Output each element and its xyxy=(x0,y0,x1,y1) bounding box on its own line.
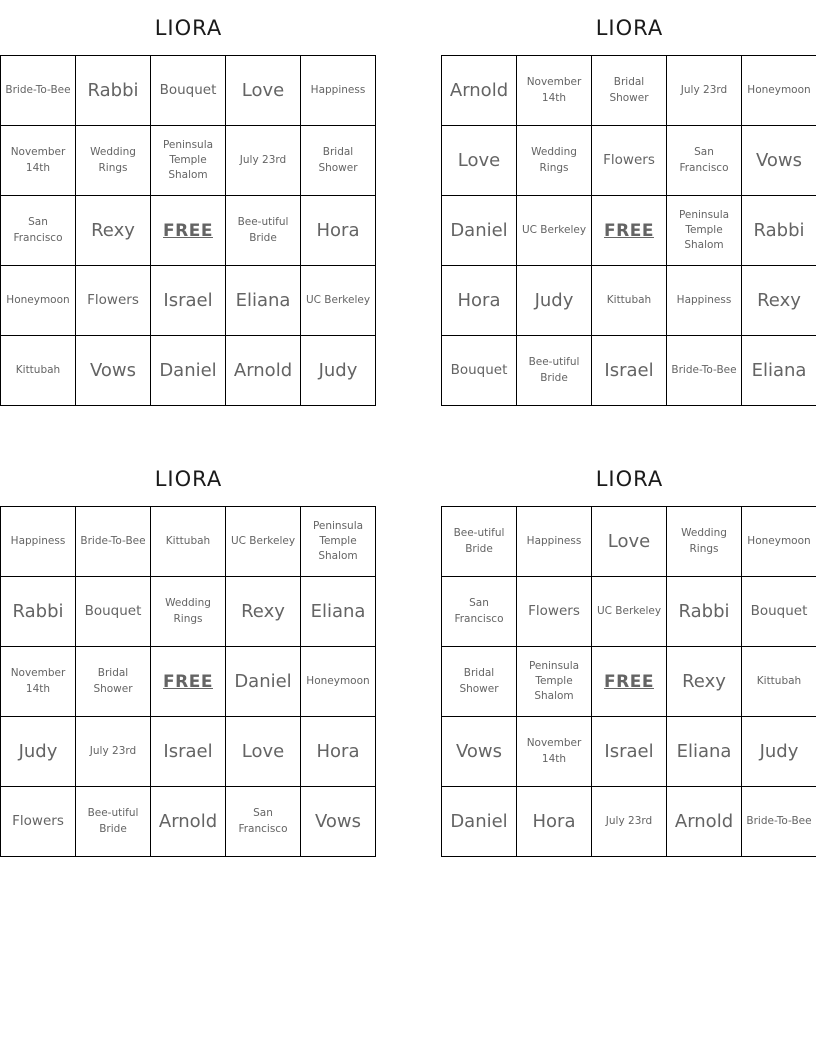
bingo-cell: UC Berkeley xyxy=(301,266,376,336)
bingo-cell: Arnold xyxy=(151,787,226,857)
bingo-cell: July 23rd xyxy=(76,717,151,787)
bingo-cell: San Francisco xyxy=(226,787,301,857)
bingo-cell: Bridal Shower xyxy=(301,126,376,196)
bingo-cell: Arnold xyxy=(442,56,517,126)
bingo-cell: Bride-To-Bee xyxy=(1,56,76,126)
bingo-cell: Daniel xyxy=(442,787,517,857)
bingo-cell: Hora xyxy=(517,787,592,857)
bingo-card xyxy=(441,15,816,406)
bingo-cell: Bridal Shower xyxy=(592,56,667,126)
bingo-cell: Love xyxy=(592,507,667,577)
bingo-grid xyxy=(0,55,376,406)
bingo-cell: San Francisco xyxy=(442,577,517,647)
bingo-cell: UC Berkeley xyxy=(226,507,301,577)
bingo-cell: Vows xyxy=(442,717,517,787)
free-cell: FREE xyxy=(592,647,667,717)
bingo-cell: Bridal Shower xyxy=(442,647,517,717)
bingo-cell: Bee-utiful Bride xyxy=(76,787,151,857)
bingo-cell: Judy xyxy=(517,266,592,336)
bingo-cell: Flowers xyxy=(1,787,76,857)
bingo-card xyxy=(0,466,377,857)
bingo-cell: Bee-utiful Bride xyxy=(442,507,517,577)
bingo-cell: Rexy xyxy=(742,266,816,336)
bingo-cell: UC Berkeley xyxy=(592,577,667,647)
bingo-cell: Happiness xyxy=(301,56,376,126)
bingo-cell: Daniel xyxy=(151,336,226,406)
bingo-cell: Bride-To-Bee xyxy=(76,507,151,577)
bingo-cell: Happiness xyxy=(667,266,742,336)
bingo-cell: Honeymoon xyxy=(742,56,816,126)
bingo-cell: Honeymoon xyxy=(1,266,76,336)
bingo-cell: Rexy xyxy=(667,647,742,717)
bingo-cell: Bouquet xyxy=(742,577,816,647)
bingo-cell: Wedding Rings xyxy=(517,126,592,196)
bingo-cell: November 14th xyxy=(1,126,76,196)
bingo-cell: Happiness xyxy=(517,507,592,577)
bingo-cell: Flowers xyxy=(592,126,667,196)
bingo-cell: Daniel xyxy=(226,647,301,717)
bingo-cell: Arnold xyxy=(226,336,301,406)
bingo-cell: Peninsula Temple Shalom xyxy=(667,196,742,266)
bingo-cell: Vows xyxy=(301,787,376,857)
bingo-cell: Wedding Rings xyxy=(76,126,151,196)
bingo-cell: Bouquet xyxy=(442,336,517,406)
bingo-cell: Vows xyxy=(76,336,151,406)
bingo-cell: Judy xyxy=(742,717,816,787)
card-title: LIORA xyxy=(154,16,223,40)
bingo-cell: Love xyxy=(226,56,301,126)
free-cell: FREE xyxy=(151,647,226,717)
bingo-cell: Eliana xyxy=(301,577,376,647)
bingo-cell: Peninsula Temple Shalom xyxy=(301,507,376,577)
bingo-cell: Peninsula Temple Shalom xyxy=(151,126,226,196)
bingo-cell: Eliana xyxy=(742,336,816,406)
bingo-cell: UC Berkeley xyxy=(517,196,592,266)
bingo-cell: Bee-utiful Bride xyxy=(226,196,301,266)
bingo-cell: Flowers xyxy=(517,577,592,647)
bingo-cell: Rabbi xyxy=(742,196,816,266)
bingo-cell: Happiness xyxy=(1,507,76,577)
bingo-cell: Rexy xyxy=(226,577,301,647)
card-title: LIORA xyxy=(595,16,664,40)
bingo-cell: Love xyxy=(226,717,301,787)
bingo-cell: Kittubah xyxy=(151,507,226,577)
bingo-cell: November 14th xyxy=(1,647,76,717)
free-cell: FREE xyxy=(592,196,667,266)
bingo-cell: Judy xyxy=(1,717,76,787)
card-title: LIORA xyxy=(595,467,664,491)
bingo-cell: Judy xyxy=(301,336,376,406)
bingo-cell: Wedding Rings xyxy=(151,577,226,647)
bingo-cell: Hora xyxy=(442,266,517,336)
bingo-cell: Israel xyxy=(151,717,226,787)
bingo-cell: Peninsula Temple Shalom xyxy=(517,647,592,717)
bingo-cell: Bouquet xyxy=(76,577,151,647)
bingo-cell: Bee-utiful Bride xyxy=(517,336,592,406)
bingo-cell: Eliana xyxy=(226,266,301,336)
bingo-card xyxy=(441,466,816,857)
bingo-grid xyxy=(0,506,376,857)
bingo-cell: Rexy xyxy=(76,196,151,266)
bingo-cell: Kittubah xyxy=(592,266,667,336)
bingo-cell: November 14th xyxy=(517,717,592,787)
bingo-cell: Kittubah xyxy=(742,647,816,717)
bingo-cell: Israel xyxy=(592,717,667,787)
bingo-cell: Hora xyxy=(301,717,376,787)
bingo-cell: July 23rd xyxy=(592,787,667,857)
bingo-cell: Rabbi xyxy=(76,56,151,126)
bingo-cell: Bride-To-Bee xyxy=(667,336,742,406)
bingo-cell: Kittubah xyxy=(1,336,76,406)
bingo-cell: Bouquet xyxy=(151,56,226,126)
bingo-cell: San Francisco xyxy=(667,126,742,196)
bingo-cell: Daniel xyxy=(442,196,517,266)
bingo-cell: Israel xyxy=(592,336,667,406)
bingo-cell: Bridal Shower xyxy=(76,647,151,717)
bingo-cell: Honeymoon xyxy=(742,507,816,577)
bingo-cell: Hora xyxy=(301,196,376,266)
bingo-cell: Wedding Rings xyxy=(667,507,742,577)
bingo-card xyxy=(0,15,377,406)
bingo-cell: Israel xyxy=(151,266,226,336)
bingo-cell: Honeymoon xyxy=(301,647,376,717)
bingo-cell: Bride-To-Bee xyxy=(742,787,816,857)
bingo-cell: Rabbi xyxy=(667,577,742,647)
bingo-cell: Vows xyxy=(742,126,816,196)
bingo-cell: Arnold xyxy=(667,787,742,857)
card-title: LIORA xyxy=(154,467,223,491)
bingo-cell: July 23rd xyxy=(667,56,742,126)
bingo-cell: Love xyxy=(442,126,517,196)
bingo-cell: Flowers xyxy=(76,266,151,336)
bingo-cell: July 23rd xyxy=(226,126,301,196)
bingo-cell: Eliana xyxy=(667,717,742,787)
free-cell: FREE xyxy=(151,196,226,266)
bingo-grid xyxy=(441,506,816,857)
bingo-cell: November 14th xyxy=(517,56,592,126)
bingo-grid xyxy=(441,55,816,406)
bingo-cell: San Francisco xyxy=(1,196,76,266)
bingo-cell: Rabbi xyxy=(1,577,76,647)
